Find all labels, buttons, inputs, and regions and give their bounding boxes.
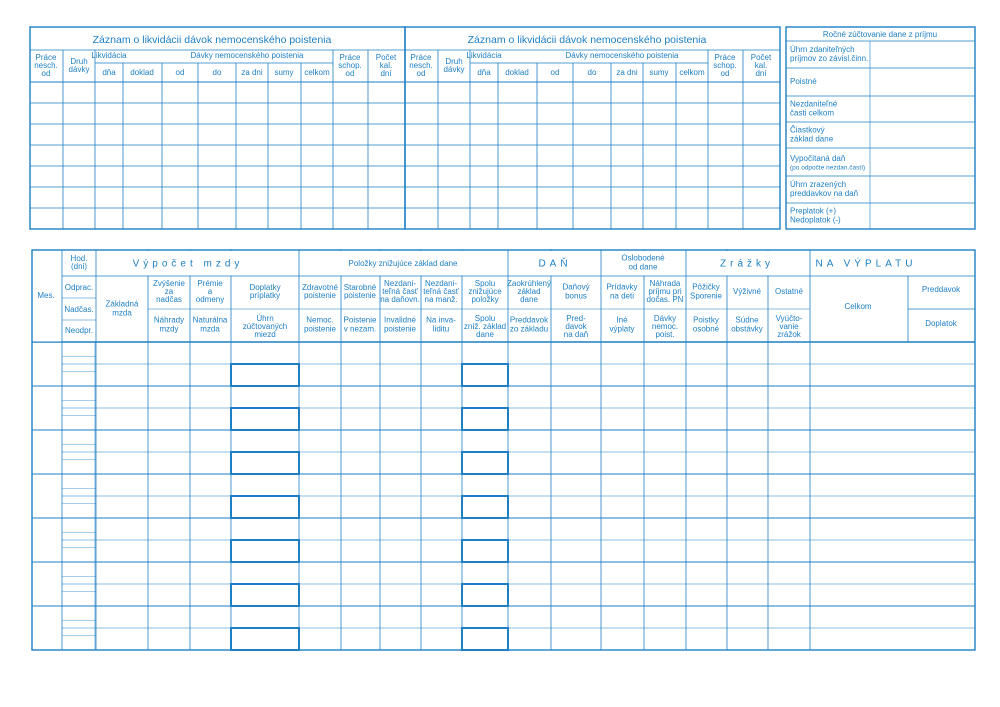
col-davky-od: od [550,68,560,78]
right-record-title: Záznam o likvidácii dávok nemocenského poistenia [467,33,707,46]
col-spolu-zakl: Spolu [474,314,496,324]
col-preddavok-dan: Pred- [566,314,586,324]
col-pocet-dni: Počet [375,53,397,63]
col-celkom: Celkom [844,302,872,312]
col-zdravotne: poistenie [303,291,337,301]
col-preddavok: Preddavok [921,285,961,295]
col-nezdan-manz: na manž. [424,295,458,305]
col-nahrady: mzdy [159,324,179,334]
col-davky-sumy: sumy [274,68,294,78]
uhrn-total-cell[interactable] [231,584,299,606]
col-davky-nemoc: poist. [655,330,675,340]
col-druh-davky: Druh [445,57,463,67]
uhrn-total-cell[interactable] [231,628,299,650]
spolu-total-cell[interactable] [462,364,508,386]
col-pocet-dni: Počet [750,53,772,63]
col-davky: Dávky nemocenského poistenia [565,51,679,61]
col-spolu-znizujuce: Spolu [474,279,496,289]
rocne-ciastkovy: Čiastkový [790,125,825,135]
col-danovy-bonus: Daňový [562,282,590,292]
col-prace-schop: schop. [338,61,362,71]
col-davky-celkom: celkom [679,68,705,78]
rocne-preplatok: Nedoplatok (-) [790,215,841,225]
col-ine-vyplaty: Iné [616,315,628,325]
uhrn-total-cell[interactable] [231,364,299,386]
col-prace-schop: schop. [713,61,737,71]
col-danovy-bonus: bonus [565,291,587,301]
rocne-nezdanitelne: časti celkom [790,108,835,118]
rocne-uhrn: príjmov zo závisl.činn. [790,54,869,64]
spolu-total-cell[interactable] [462,496,508,518]
col-davky: Dávky nemocenského poistenia [190,51,304,61]
col-davky-za-dni: za dni [616,68,638,78]
rocne-uhrn: Úhrn zdaniteľných [790,45,855,55]
col-davky-celkom: celkom [304,68,330,78]
col-prace-schop: Práce [714,53,736,63]
col-prace-nesch: nesch. [34,61,58,71]
col-sudne: obstávky [731,324,763,334]
rocne-zrazene: preddavkov na daň [790,189,859,199]
col-invalidne: poistenie [383,324,417,334]
col-likv-dna: dňa [477,68,491,78]
col-davky-od: od [175,68,185,78]
col-naturalna: mzda [200,324,220,334]
annual-title: Ročné zúčtovanie dane z príjmu [822,30,938,40]
col-nahrada-pn: dočas. PN [646,295,684,305]
col-vyuctovanie: zrážok [777,330,801,340]
spolu-total-cell[interactable] [462,628,508,650]
col-poistenie-nezam: Poistenie [343,315,377,325]
rocne-nezdanitelne: Nezdaniteľné [790,99,838,109]
col-nezdan-manz: Nezdani- [424,279,458,289]
rocne-zrazene: Úhrn zrazených [790,180,847,190]
rocne-preplatok: Preplatok (+) [790,206,837,216]
col-pozicky: Sporenie [689,291,723,301]
col-zvysenie: nadčas [156,295,182,305]
col-likv-doklad: doklad [505,68,529,78]
col-sudne: Súdne [735,315,759,325]
col-spolu-znizujuce: položky [471,295,499,305]
col-prace-schop: od [720,69,730,79]
col-vyuctovanie: Vyúčto- [775,314,803,324]
col-nezdan-danovn: teľná časť [382,287,418,297]
col-premie: a [207,287,213,297]
col-zakladna: Základná [105,299,139,309]
rocne-vypocitana-note: (po odpočte nezdan.častí) [790,164,866,172]
col-nemoc: Nemoc. [306,315,334,325]
col-invalidne: Invalidné [383,315,417,325]
col-zdravotne: Zdravotné [301,283,339,293]
col-nezdan-danovn: na daňovn. [380,295,420,305]
col-na-vyplatu: NA VÝPLATU [815,258,917,270]
uhrn-total-cell[interactable] [231,408,299,430]
col-pozicky: Pôžičky [692,282,720,292]
col-druh-davky: dávky [68,65,90,75]
col-hod: (dni) [70,262,88,272]
uhrn-total-cell[interactable] [231,496,299,518]
col-preddavok-dan: na daň [563,330,589,340]
col-zaokruhleny: Zaokrúhlený [506,279,552,289]
col-spolu-zakl: dane [476,330,494,340]
col-prace-schop: Práce [339,53,361,63]
col-pocet-dni: dní [755,69,767,79]
col-pocet-dni: kal. [754,61,768,71]
col-oslobodene: od dane [628,262,658,272]
payroll-table [32,250,975,650]
col-premie: odmeny [195,295,225,305]
col-likv-dna: dňa [102,68,116,78]
col-prace-nesch: Práce [410,53,432,63]
uhrn-total-cell[interactable] [231,452,299,474]
col-zaokruhleny: základ [517,287,541,297]
col-prace-nesch: nesch. [409,61,433,71]
col-nahrada-pn: príjmu pri [648,287,682,297]
col-nezdan-danovn: Nezdani- [383,279,417,289]
col-na-invaliditu: liditu [432,324,450,334]
col-starobne: Starobné [343,283,377,293]
col-nadcas: Nadčas. [64,305,94,315]
rocne-vypocitana: Vypočítaná daň [790,154,846,164]
col-pridavky: na deti [609,291,635,301]
col-davky-do: do [212,68,222,78]
col-davky-sumy: sumy [649,68,669,78]
col-uhrn: miezd [254,330,276,340]
col-naturalna: Naturálna [192,315,228,325]
col-doplatky: príplatky [249,291,281,301]
col-likvidacia: Likvidácia [91,51,127,61]
col-uhrn: zúčtovaných [242,322,288,332]
col-preddavok-zakl: Preddavok [509,315,549,325]
col-zrazky: Zrážky [720,258,774,270]
col-starobne: poistenie [343,291,377,301]
col-nemoc: poistenie [303,324,337,334]
col-doplatok: Doplatok [925,319,957,329]
col-spolu-znizujuce: znižujúce [468,287,502,297]
col-poistenie-nezam: v nezam. [343,324,377,334]
col-davky-za-dni: za dni [241,68,263,78]
col-na-invaliditu: Na inva- [426,315,456,325]
col-davky-nemoc: nemoc. [651,322,679,332]
col-poistky: Poistky [693,315,719,325]
col-nezdan-manz: teľná časť [423,287,459,297]
col-likv-doklad: doklad [130,68,154,78]
col-doplatky: Doplatky [249,283,281,293]
col-nahrada-pn: Náhrada [649,279,681,289]
col-davky-do: do [587,68,597,78]
col-ostatne: Ostatné [774,287,804,297]
spolu-total-cell[interactable] [462,584,508,606]
col-vyzivne: Výživné [732,287,762,297]
col-oslobodene: Oslobodené [621,253,665,263]
col-neodpr: Neodpr. [64,326,94,336]
col-pridavky: Prídavky [606,282,638,292]
col-pocet-dni: dní [380,69,392,79]
col-druh-davky: dávky [443,65,465,75]
col-druh-davky: Druh [70,57,88,67]
col-mes: Mes. [37,291,55,301]
col-zakladna: mzda [112,308,132,318]
rocne-poistne: Poistné [790,77,817,87]
spolu-total-cell[interactable] [462,540,508,562]
col-zvysenie: za [164,287,174,297]
col-prace-schop: od [345,69,355,79]
col-vypocet-mzdy: Výpočet mzdy [132,258,244,270]
col-davky-nemoc: Dávky [653,314,677,324]
col-spolu-zakl: zníž. základ [463,322,507,332]
col-vyuctovanie: vanie [779,322,799,332]
col-zaokruhleny: dane [520,295,538,305]
left-record-title: Záznam o likvidácii dávok nemocenského poistenia [92,33,332,46]
col-prace-nesch: Práce [35,53,57,63]
col-hod: Hod. [70,254,88,264]
col-prace-nesch: od [416,69,426,79]
col-preddavok-dan: davok [565,322,587,332]
col-premie: Prémie [197,279,223,289]
col-preddavok-zakl: zo základu [509,324,549,334]
uhrn-total-cell[interactable] [231,540,299,562]
col-likvidacia: Likvidácia [466,51,502,61]
col-polozky: Položky znižujúce základ dane [348,259,458,269]
col-uhrn: Úhrn [256,314,274,324]
rocne-ciastkovy: základ dane [790,134,834,144]
spolu-total-cell[interactable] [462,452,508,474]
col-prace-nesch: od [41,69,51,79]
col-poistky: osobné [692,324,720,334]
col-nahrady: Náhrady [153,315,185,325]
col-zvysenie: Zvýšenie [152,279,186,289]
col-odprac: Odprac. [64,283,94,293]
col-pocet-dni: kal. [379,61,393,71]
col-ine-vyplaty: výplaty [609,324,635,334]
spolu-total-cell[interactable] [462,408,508,430]
col-dan: DAŇ [538,258,572,270]
